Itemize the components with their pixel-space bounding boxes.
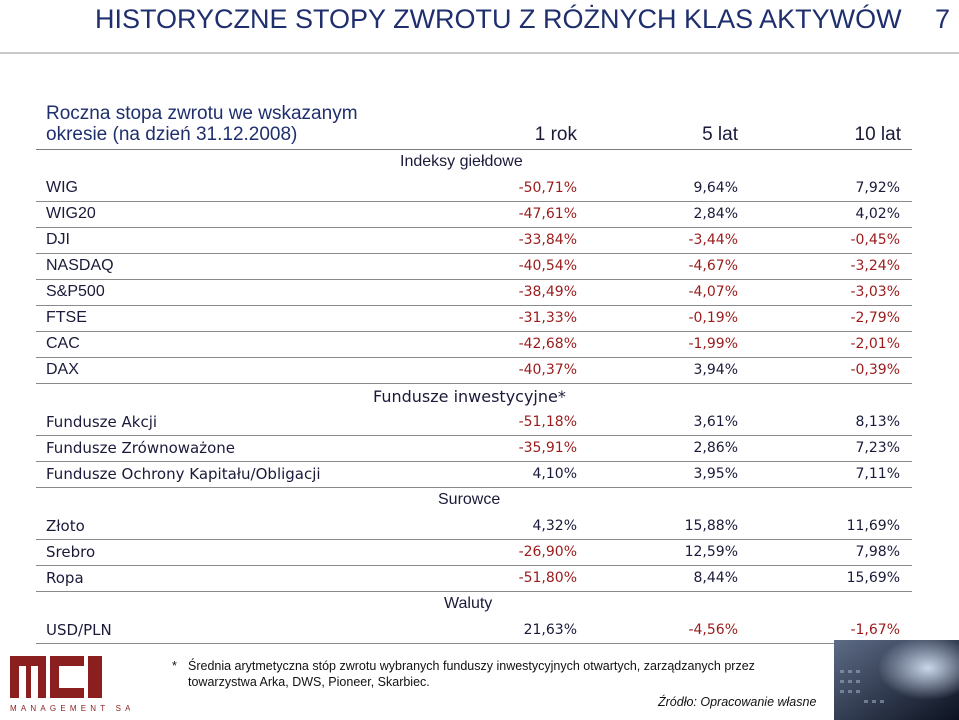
value-cell: -0,39% xyxy=(850,362,900,378)
table-row xyxy=(36,254,912,280)
table-header-label-line1: Roczna stopa zwrotu we wskazanym xyxy=(46,103,358,124)
value-cell: -0,19% xyxy=(688,310,738,326)
value-cell: 15,88% xyxy=(684,518,738,534)
value-cell: -51,18% xyxy=(518,414,577,430)
source-note: Źródło: Opracowanie własne xyxy=(658,695,817,709)
table-row xyxy=(36,618,912,644)
page-number: 7 xyxy=(935,4,951,34)
value-cell: 2,84% xyxy=(693,206,738,222)
table-row xyxy=(36,462,912,488)
table-row xyxy=(36,176,912,202)
row-label: S&P500 xyxy=(46,283,105,300)
row-label: Złoto xyxy=(46,517,85,535)
table-row xyxy=(36,436,912,462)
logo-subtext: MANAGEMENT SA xyxy=(10,704,130,713)
value-cell: -4,07% xyxy=(688,284,738,300)
value-cell: 8,44% xyxy=(693,570,738,586)
row-label: Srebro xyxy=(46,543,96,561)
column-header-10-years: 10 lat xyxy=(854,124,901,145)
row-label: DAX xyxy=(46,361,79,378)
value-cell: -33,84% xyxy=(518,232,577,248)
value-cell: -2,79% xyxy=(850,310,900,326)
table-row xyxy=(36,410,912,436)
section-header: Indeksy giełdowe xyxy=(400,153,523,170)
value-cell: -1,67% xyxy=(850,622,900,638)
row-label: WIG xyxy=(46,179,78,196)
value-cell: -1,99% xyxy=(688,336,738,352)
value-cell: 7,92% xyxy=(855,180,900,196)
value-cell: -2,01% xyxy=(850,336,900,352)
mci-logo-graphic xyxy=(10,656,130,716)
table-row xyxy=(36,514,912,540)
value-cell: -0,45% xyxy=(850,232,900,248)
value-cell: -4,56% xyxy=(688,622,738,638)
footnote-text: Średnia arytmetyczna stóp zwrotu wybranych funduszy inwestycyjnych otwartych, zarządzanych przez towarzystwa Arka, DWS, Pioneer, Skarbiec. xyxy=(188,659,755,689)
table-row xyxy=(36,540,912,566)
table-row xyxy=(36,306,912,332)
value-cell: -47,61% xyxy=(518,206,577,222)
value-cell: -38,49% xyxy=(518,284,577,300)
column-header-5-years: 5 lat xyxy=(702,124,738,145)
section-header: Surowce xyxy=(438,491,501,508)
table-row xyxy=(36,332,912,358)
value-cell: -50,71% xyxy=(518,180,577,196)
value-cell: 7,23% xyxy=(855,440,900,456)
value-cell: 2,86% xyxy=(693,440,738,456)
table-row xyxy=(36,228,912,254)
section-header: Waluty xyxy=(444,595,493,612)
table-row xyxy=(36,566,912,592)
title-divider xyxy=(0,52,959,54)
value-cell: 4,10% xyxy=(532,466,577,482)
value-cell: 3,94% xyxy=(693,362,738,378)
value-cell: 12,59% xyxy=(684,544,738,560)
footnote xyxy=(172,658,822,690)
section-header: Fundusze inwestycyjne* xyxy=(373,387,566,406)
row-label: FTSE xyxy=(46,309,87,326)
row-label: Fundusze Ochrony Kapitału/Obligacji xyxy=(46,465,321,483)
row-label: Fundusze Akcji xyxy=(46,413,158,431)
column-header-1-year: 1 rok xyxy=(534,124,577,145)
row-label: CAC xyxy=(46,335,80,352)
value-cell: -35,91% xyxy=(518,440,577,456)
value-cell: -3,44% xyxy=(688,232,738,248)
row-label: USD/PLN xyxy=(46,621,112,639)
table-header-label-line2: okresie (na dzień 31.12.2008) xyxy=(46,124,298,145)
value-cell: 21,63% xyxy=(523,622,577,638)
value-cell: 4,32% xyxy=(532,518,577,534)
value-cell: 8,13% xyxy=(855,414,900,430)
footnote-marker: * xyxy=(172,659,177,673)
table-row xyxy=(36,202,912,228)
value-cell: 3,95% xyxy=(693,466,738,482)
value-cell: -51,80% xyxy=(518,570,577,586)
value-cell: -3,03% xyxy=(850,284,900,300)
value-cell: 4,02% xyxy=(855,206,900,222)
row-label: Ropa xyxy=(46,569,84,587)
page-title: HISTORYCZNE STOPY ZWROTU Z RÓŻNYCH KLAS AKTYWÓW xyxy=(95,4,902,34)
value-cell: -42,68% xyxy=(518,336,577,352)
value-cell: -3,24% xyxy=(850,258,900,274)
row-label: NASDAQ xyxy=(46,257,114,274)
row-label: DJI xyxy=(46,231,70,248)
stock-board-image xyxy=(834,640,959,720)
value-cell: -31,33% xyxy=(518,310,577,326)
value-cell: 11,69% xyxy=(846,518,900,534)
table-row xyxy=(36,280,912,306)
table-row xyxy=(36,358,912,384)
row-label: Fundusze Zrównoważone xyxy=(46,439,236,457)
table-header-label xyxy=(46,103,358,145)
value-cell: 15,69% xyxy=(846,570,900,586)
row-label: WIG20 xyxy=(46,205,96,222)
decorative-photo xyxy=(834,640,959,720)
value-cell: 7,11% xyxy=(855,466,900,482)
value-cell: -40,54% xyxy=(518,258,577,274)
value-cell: 3,61% xyxy=(693,414,738,430)
value-cell: -40,37% xyxy=(518,362,577,378)
value-cell: 9,64% xyxy=(693,180,738,196)
mci-logo xyxy=(10,656,130,716)
header-divider xyxy=(36,149,912,150)
value-cell: -26,90% xyxy=(518,544,577,560)
value-cell: 7,98% xyxy=(855,544,900,560)
value-cell: -4,67% xyxy=(688,258,738,274)
